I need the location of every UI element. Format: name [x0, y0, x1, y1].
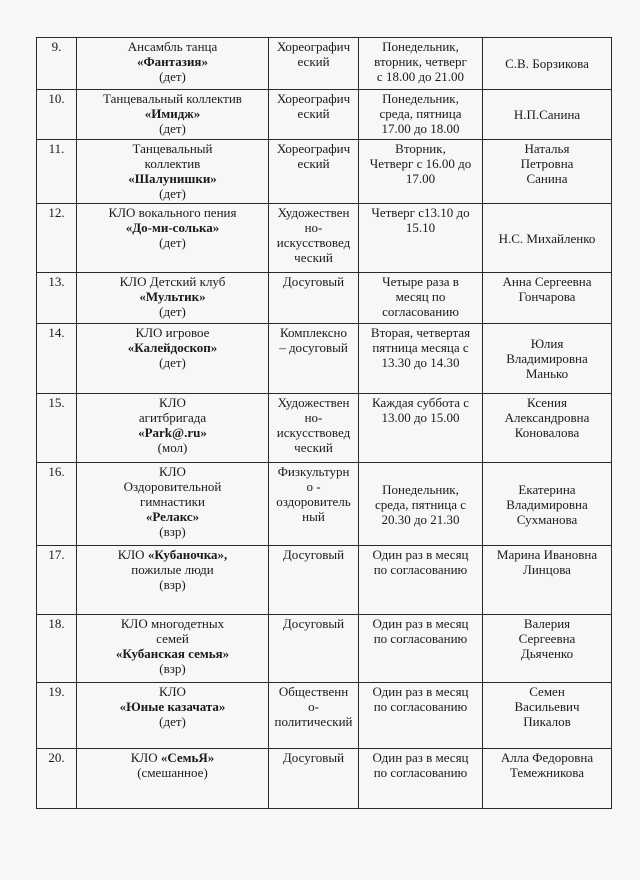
direction-cell-line: о -: [306, 479, 321, 494]
direction-cell: [269, 463, 359, 546]
leader-cell-line: Санина: [526, 171, 568, 186]
schedule-time-cell: [359, 273, 483, 324]
direction-cell-line: Досуговый: [282, 750, 345, 765]
schedule-time-cell: [359, 204, 483, 273]
collective-name-cell: [77, 90, 269, 140]
leader-cell: [483, 204, 612, 273]
direction-cell-line: еский: [297, 156, 330, 171]
direction-cell-line: Досуговый: [282, 616, 345, 631]
direction-cell-line: Хореографич: [276, 141, 351, 156]
row-number: 12.: [37, 204, 77, 273]
table-row: [37, 615, 612, 683]
row-number: 9.: [37, 38, 77, 90]
leader-cell-line: С.В. Борзикова: [505, 56, 589, 71]
leader-cell-line: Н.П.Санина: [513, 107, 581, 122]
schedule-time-cell-line: Четверг с 16.00 до: [369, 156, 472, 171]
direction-cell-line: Хореографич: [276, 39, 351, 54]
schedule-time-cell: [359, 90, 483, 140]
schedule-time-cell: [359, 546, 483, 615]
schedule-time-cell-line: среда, пятница с: [374, 496, 467, 512]
schedule-time-cell-line: Один раз в месяц: [372, 616, 469, 631]
schedule-time-cell: [359, 615, 483, 683]
collective-name: «Релакс»: [145, 509, 200, 524]
direction-cell: [269, 394, 359, 463]
leader-cell-line: Сергеевна: [518, 631, 576, 646]
leader-cell: [483, 140, 612, 204]
direction-cell-line: ческий: [294, 440, 333, 455]
table-row: [37, 140, 612, 204]
leader-cell: [483, 749, 612, 809]
collective-name-suffix: (дет): [159, 355, 186, 370]
table-row: [37, 90, 612, 140]
row-number: 16.: [37, 463, 77, 546]
collective-name: «До-ми-солька»: [125, 220, 220, 235]
leader-cell-line: Линцова: [523, 562, 571, 577]
leader-cell-line: Марина Ивановна: [496, 547, 598, 562]
collective-name-cell: [77, 324, 269, 394]
collective-name-prefix: Ансамбль танца: [127, 39, 218, 54]
leader-cell-line: Темежникова: [509, 765, 584, 780]
schedule-time-cell-line: с 18.00 до 21.00: [376, 69, 465, 84]
leader-cell-line: Анна Сергеевна: [502, 274, 592, 289]
leader-cell-line: Екатерина: [518, 481, 576, 497]
schedule-time-cell-line: Один раз в месяц: [372, 547, 469, 562]
direction-cell-line: Общественн: [278, 684, 349, 699]
collective-name-prefix: коллектив: [144, 156, 201, 171]
row-number: 18.: [37, 615, 77, 683]
collective-name-prefix: агитбригада: [138, 410, 207, 425]
direction-cell-line: еский: [297, 54, 330, 69]
leader-cell-line: Васильевич: [514, 699, 580, 714]
leader-cell-line: Наталья: [524, 141, 570, 156]
collective-name-cell: [77, 546, 269, 615]
collective-name-prefix: КЛО игровое: [135, 325, 210, 340]
schedule-time-cell-line: среда, пятница: [379, 106, 462, 121]
row-number: 15.: [37, 394, 77, 463]
row-number: 17.: [37, 546, 77, 615]
collective-name-prefix: КЛО: [159, 684, 186, 699]
collective-name-cell: [77, 394, 269, 463]
schedule-time-cell-line: по согласованию: [373, 562, 468, 577]
leader-cell: [483, 615, 612, 683]
collective-name-cell: [77, 204, 269, 273]
direction-cell: [269, 749, 359, 809]
collective-name: «Park@.ru»: [138, 425, 207, 440]
table-row: [37, 204, 612, 273]
direction-cell-line: о-: [308, 699, 319, 714]
collective-name: «Юные казачата»: [119, 699, 226, 714]
leader-cell: [483, 90, 612, 140]
collective-name-suffix: (мол): [157, 440, 188, 455]
direction-cell-line: Комплексно: [280, 325, 347, 340]
collective-name-suffix: (дет): [159, 304, 186, 319]
collective-name: «Калейдоскоп»: [127, 340, 218, 355]
leader-cell-line: Коновалова: [514, 425, 580, 440]
schedule-time-cell-line: Каждая суббота с: [372, 395, 469, 410]
schedule-time-cell-line: Понедельник,: [382, 481, 459, 497]
collective-name: «Кубанская семья»: [115, 646, 230, 661]
collective-name: «Фантазия»: [137, 54, 208, 69]
schedule-time-cell-line: 13.00 до 15.00: [381, 410, 460, 425]
schedule-time-cell-line: Вторник,: [395, 141, 446, 156]
leader-cell-line: Владимировна: [506, 351, 588, 366]
schedule-time-cell-line: 17.00: [405, 171, 436, 186]
leader-cell-line: Сухманова: [516, 511, 578, 527]
direction-cell-line: Физкультурн: [277, 464, 350, 479]
collective-name-prefix: КЛО: [159, 395, 186, 410]
collective-name: «Шалунишки»: [128, 171, 217, 186]
table-row: [37, 546, 612, 615]
table-row: [37, 683, 612, 749]
schedule-time-cell: [359, 38, 483, 90]
schedule-time-cell-line: 17.00 до 18.00: [381, 121, 460, 136]
table-row: [37, 324, 612, 394]
direction-cell-line: Хореографич: [276, 91, 351, 106]
collective-name-prefix: КЛО: [130, 750, 158, 765]
row-number: 10.: [37, 90, 77, 140]
direction-cell: [269, 683, 359, 749]
schedule-time-cell-line: 20.30 до 21.30: [381, 511, 460, 527]
row-number: 19.: [37, 683, 77, 749]
schedule-time-cell-line: пятница месяца с: [372, 340, 469, 355]
row-number: 11.: [37, 140, 77, 204]
collective-name-suffix: (смешанное): [137, 765, 208, 780]
row-number: 14.: [37, 324, 77, 394]
direction-cell-line: искусствовед: [276, 235, 351, 250]
leader-cell-line: Владимировна: [506, 496, 588, 512]
schedule-time-cell-line: Понедельник,: [382, 39, 459, 54]
direction-cell: [269, 140, 359, 204]
collective-name-suffix: (дет): [159, 69, 186, 84]
leader-cell-line: Манько: [525, 366, 569, 381]
collective-name-prefix: Танцевальный: [132, 141, 213, 156]
leader-cell: [483, 324, 612, 394]
schedule-time-cell-line: 13.30 до 14.30: [381, 355, 460, 370]
schedule-time-cell: [359, 324, 483, 394]
leader-cell-line: Семен: [529, 684, 565, 699]
direction-cell-line: ческий: [294, 250, 333, 265]
direction-cell: [269, 90, 359, 140]
direction-cell-line: политический: [274, 714, 353, 729]
collective-name: «Имидж»: [144, 106, 201, 121]
leader-cell-line: Пикалов: [523, 714, 571, 729]
collective-name-suffix: (взр): [159, 661, 186, 676]
leader-cell: [483, 273, 612, 324]
schedule-time-cell-line: по согласованию: [373, 765, 468, 780]
collective-name-suffix: (дет): [159, 121, 186, 136]
schedule-time-cell-line: согласованию: [382, 304, 459, 319]
direction-cell: [269, 324, 359, 394]
leader-cell: [483, 38, 612, 90]
collective-name-prefix: КЛО: [117, 547, 145, 562]
leader-cell-line: Алла Федоровна: [500, 750, 594, 765]
schedule-time-cell-line: Четыре раза в: [382, 274, 459, 289]
direction-cell-line: Досуговый: [282, 547, 345, 562]
direction-cell: [269, 615, 359, 683]
leader-cell: [483, 463, 612, 546]
direction-cell-line: но-: [304, 410, 323, 425]
collective-name: «СемьЯ»: [160, 750, 215, 765]
collective-name-prefix: гимнастики: [140, 494, 205, 509]
schedule-time-cell: [359, 749, 483, 809]
direction-cell-line: Досуговый: [282, 274, 345, 289]
collective-name-suffix: (дет): [159, 235, 186, 250]
schedule-time-cell: [359, 463, 483, 546]
leader-cell-line: Дьяченко: [520, 646, 574, 661]
schedule-time-cell-line: месяц по: [395, 289, 446, 304]
direction-cell-line: – досуговый: [279, 340, 348, 355]
collective-name-cell: [77, 615, 269, 683]
schedule-table: [36, 37, 612, 809]
collective-name-suffix: (взр): [159, 524, 186, 539]
leader-cell-line: Валерия: [523, 616, 571, 631]
leader-cell-line: Гончарова: [518, 289, 576, 304]
row-number: 20.: [37, 749, 77, 809]
leader-cell: [483, 546, 612, 615]
table-row: [37, 38, 612, 90]
collective-name-suffix: (дет): [159, 186, 186, 201]
row-number: 13.: [37, 273, 77, 324]
table-row: [37, 394, 612, 463]
direction-cell-line: но-: [304, 220, 323, 235]
direction-cell-line: искусствовед: [276, 425, 351, 440]
collective-name-suffix: пожилые люди: [131, 562, 214, 577]
collective-name-prefix: семей: [156, 631, 189, 646]
table-row: [37, 463, 612, 546]
collective-name-cell: [77, 683, 269, 749]
direction-cell: [269, 546, 359, 615]
collective-name-cell: [77, 38, 269, 90]
direction-cell-line: Художествен: [277, 395, 350, 410]
collective-name-prefix: КЛО Детский клуб: [119, 274, 226, 289]
table-row: [37, 749, 612, 809]
schedule-time-cell-line: Один раз в месяц: [372, 684, 469, 699]
schedule-time-cell-line: Четверг с13.10 до: [371, 205, 470, 220]
schedule-time-cell-line: по согласованию: [373, 699, 468, 714]
collective-name-suffix: (дет): [159, 714, 186, 729]
leader-cell-line: Александровна: [504, 410, 590, 425]
schedule-table-body: [37, 38, 612, 809]
schedule-time-cell-line: Один раз в месяц: [372, 750, 469, 765]
collective-name-prefix: КЛО вокального пения: [108, 205, 237, 220]
collective-name-prefix: Танцевальный коллектив: [103, 91, 242, 106]
collective-name-prefix: КЛО многодетных: [120, 616, 225, 631]
schedule-time-cell-line: Понедельник,: [382, 91, 459, 106]
table-row: [37, 273, 612, 324]
schedule-time-cell-line: 15.10: [405, 220, 436, 235]
direction-cell: [269, 204, 359, 273]
collective-name-prefix: КЛО: [159, 464, 186, 479]
leader-cell: [483, 394, 612, 463]
schedule-time-cell-line: Вторая, четвертая: [370, 325, 471, 340]
schedule-time-cell-line: вторник, четверг: [374, 54, 467, 69]
schedule-time-cell: [359, 683, 483, 749]
direction-cell: [269, 38, 359, 90]
schedule-time-cell: [359, 394, 483, 463]
schedule-time-cell: [359, 140, 483, 204]
collective-name: «Мультик»: [139, 289, 206, 304]
direction-cell: [269, 273, 359, 324]
direction-cell-line: Художествен: [277, 205, 350, 220]
collective-name-cell: [77, 273, 269, 324]
direction-cell-line: ный: [302, 509, 325, 524]
collective-name: «Кубаночка»,: [147, 547, 228, 562]
collective-name-cell: [77, 140, 269, 204]
schedule-time-cell-line: по согласованию: [373, 631, 468, 646]
leader-cell-line: Ксения: [527, 395, 567, 410]
collective-name-prefix: Оздоровительной: [123, 479, 222, 494]
direction-cell-line: оздоровитель: [276, 494, 351, 509]
leader-cell: [483, 683, 612, 749]
collective-name-suffix: (взр): [159, 577, 186, 592]
collective-name-cell: [77, 463, 269, 546]
collective-name-cell: [77, 749, 269, 809]
leader-cell-line: Петровна: [520, 156, 574, 171]
leader-cell-line: Юлия: [530, 336, 564, 351]
direction-cell-line: еский: [297, 106, 330, 121]
leader-cell-line: Н.С. Михайленко: [498, 230, 596, 246]
